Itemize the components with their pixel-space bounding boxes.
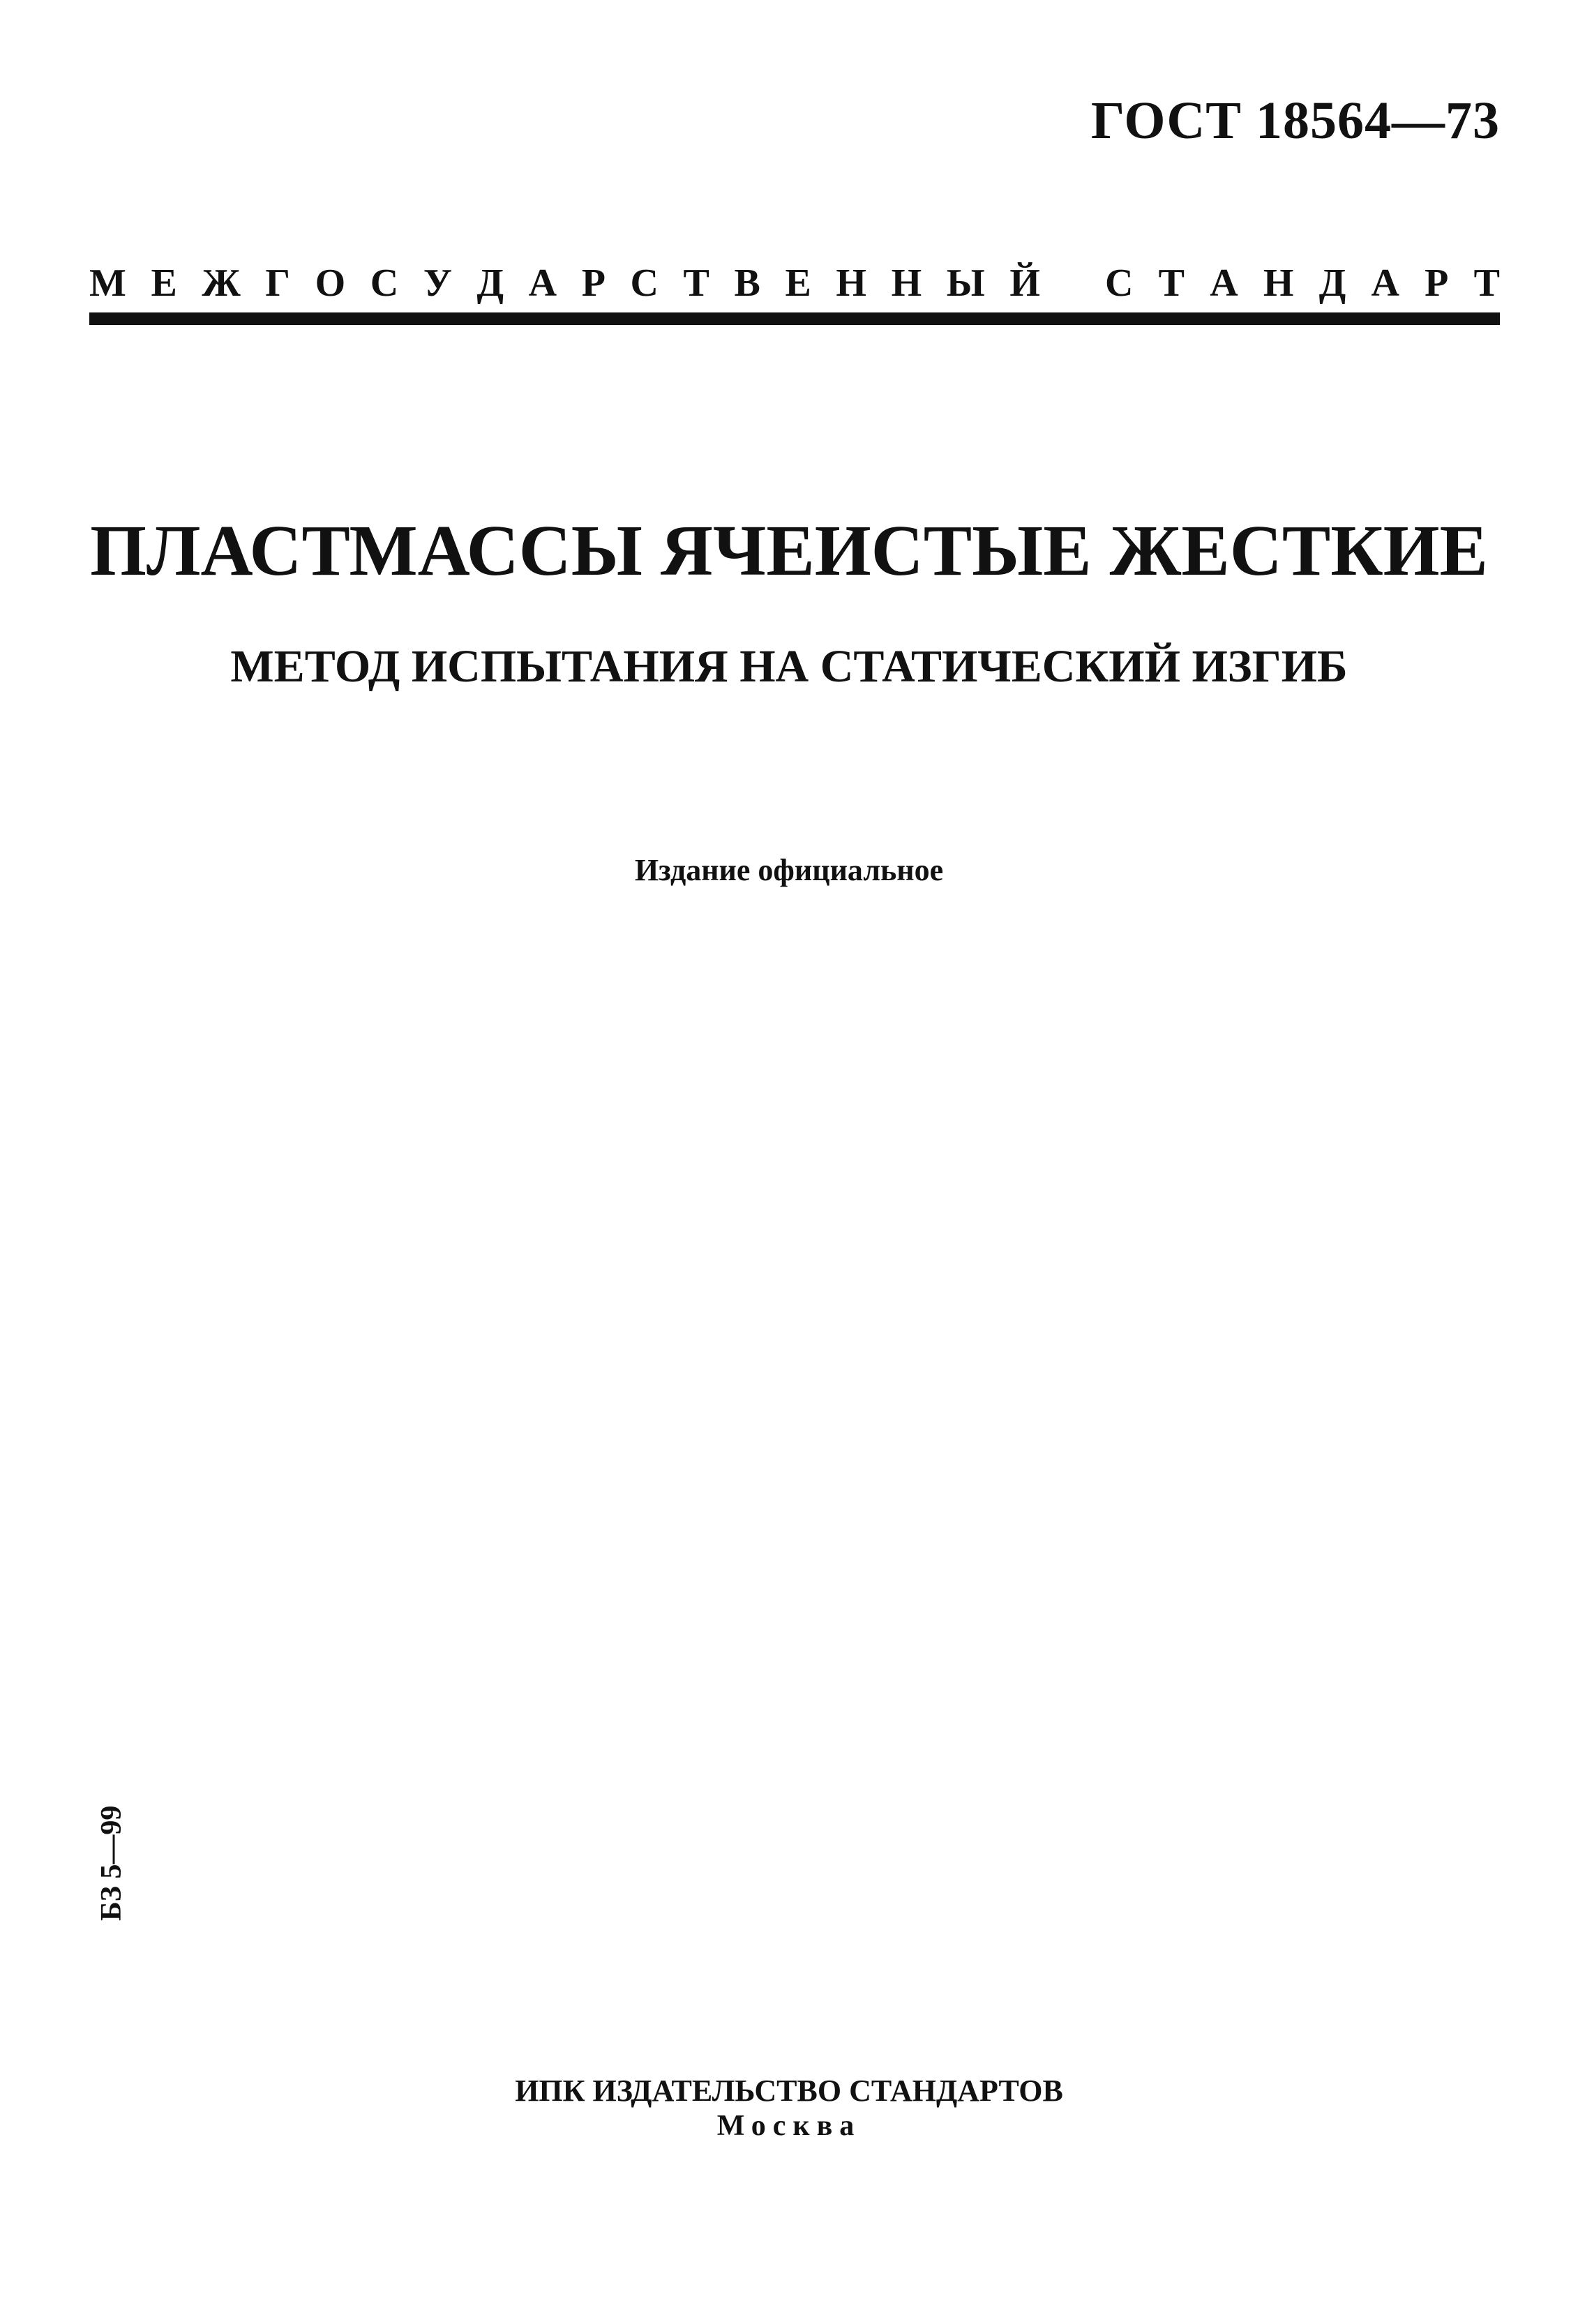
standard-type-word-interstate [89, 261, 1040, 305]
letter: Н [891, 262, 922, 305]
publisher-name: ИПК ИЗДАТЕЛЬСТВО СТАНДАРТОВ [515, 2074, 1063, 2108]
letter: Й [1009, 262, 1040, 305]
letter: А [1371, 262, 1399, 305]
letter: В [734, 262, 760, 305]
edition-note: Издание официальное [634, 853, 944, 887]
letter: Т [1158, 262, 1185, 305]
side-catalog-code: БЗ 5—99 [96, 1805, 128, 1921]
gost-code: ГОСТ 18564—73 [1090, 91, 1500, 150]
letter: Е [151, 262, 177, 305]
letter: Н [1263, 262, 1294, 305]
letter: У [423, 262, 452, 305]
letter: Г [265, 262, 291, 305]
letter: Д [476, 262, 504, 305]
document-subtitle: МЕТОД ИСПЫТАНИЯ НА СТАТИЧЕСКИЙ ИЗГИБ [230, 641, 1348, 692]
document-title: ПЛАСТМАССЫ ЯЧЕИСТЫЕ ЖЕСТКИЕ [90, 511, 1488, 591]
letter: С [630, 262, 659, 305]
publisher-city: Москва [716, 2110, 862, 2142]
letter: С [1105, 262, 1134, 305]
letter: Е [785, 262, 811, 305]
header-rule [89, 312, 1500, 325]
letter: М [89, 262, 126, 305]
letter: С [370, 262, 399, 305]
letter: А [1210, 262, 1238, 305]
letter: Р [1425, 262, 1449, 305]
letter: Т [683, 262, 709, 305]
letter: Н [836, 262, 866, 305]
standard-type-heading [89, 243, 1500, 305]
letter: Р [581, 262, 606, 305]
letter: Ж [202, 262, 241, 305]
standard-type-word-standard [1105, 261, 1500, 305]
letter: А [528, 262, 557, 305]
letter: Ы [946, 262, 985, 305]
letter: Т [1473, 262, 1500, 305]
letter: О [315, 262, 346, 305]
letter: Д [1318, 262, 1346, 305]
